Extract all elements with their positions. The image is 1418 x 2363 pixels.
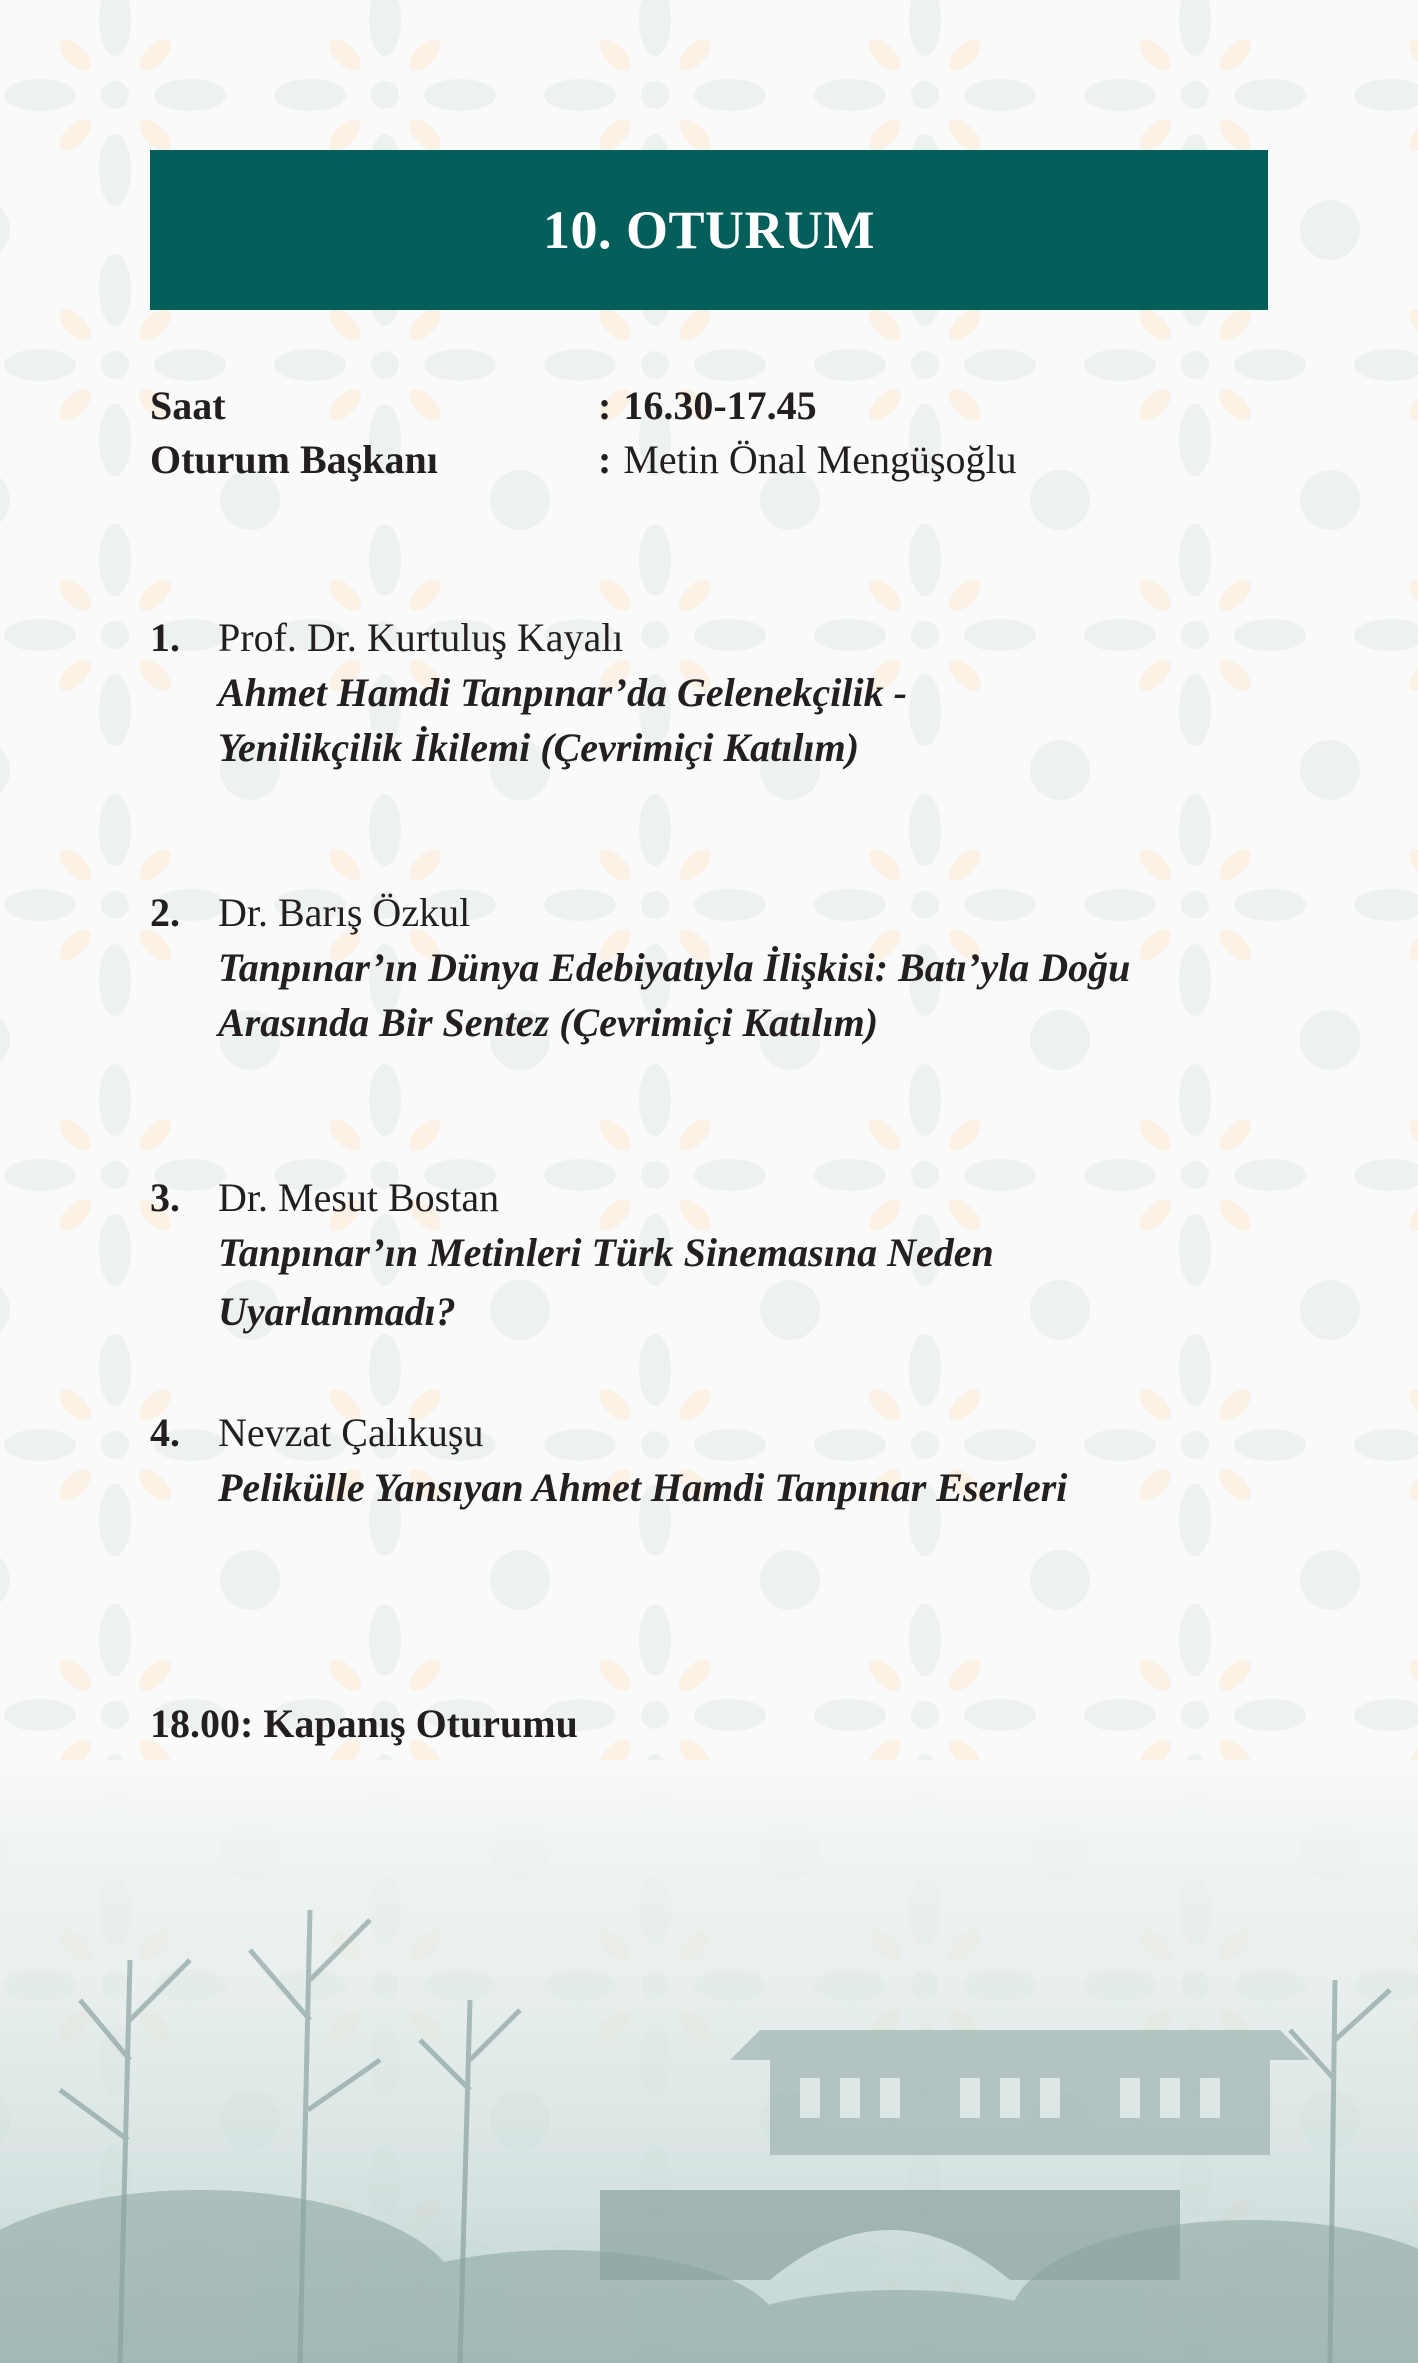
presentation-title-line: Pelikülle Yansıyan Ahmet Hamdi Tanpınar Eserleri <box>218 1465 1068 1510</box>
presentation-title-line: Yenilikçilik İkilemi (Çevrimiçi Katılım) <box>218 725 860 770</box>
presentation-title-line: Uyarlanmadı? <box>218 1289 456 1334</box>
presentation-speaker: Nevzat Çalıkuşu <box>218 1410 484 1455</box>
presentation-speaker: Prof. Dr. Kurtuluş Kayalı <box>218 615 624 660</box>
time-label: Saat <box>150 383 226 428</box>
closing-session: 18.00: Kapanış Oturumu <box>150 1701 578 1746</box>
time-value: 16.30-17.45 <box>623 383 817 428</box>
presentation-body <box>218 1170 1268 1339</box>
presentation-number: 3. <box>150 1175 180 1220</box>
time-value-wrapper <box>598 378 817 434</box>
presentation-body <box>218 885 1268 1050</box>
session-title: 10. OTURUM <box>543 200 875 260</box>
presentation-body <box>218 1405 1268 1515</box>
presentation-speaker: Dr. Mesut Bostan <box>218 1175 500 1220</box>
presentation-speaker: Dr. Barış Özkul <box>218 890 471 935</box>
presentation-number: 4. <box>150 1410 180 1455</box>
separator-colon: : <box>598 437 612 482</box>
presentation-title-line: Ahmet Hamdi Tanpınar’da Gelenekçilik - <box>218 670 907 715</box>
session-title-banner <box>150 150 1268 310</box>
presentation-body <box>218 610 1268 775</box>
presentation-title-line: Arasında Bir Sentez (Çevrimiçi Katılım) <box>218 1000 879 1045</box>
separator-colon: : <box>598 383 612 428</box>
presentation-number: 1. <box>150 615 180 660</box>
presentation-title-line: Tanpınar’ın Metinleri Türk Sinemasına Neden <box>218 1230 994 1275</box>
chair-label: Oturum Başkanı <box>150 437 438 482</box>
presentation-title-line: Tanpınar’ın Dünya Edebiyatıyla İlişkisi: Batı’yla Doğu <box>218 945 1131 990</box>
chair-value: Metin Önal Mengüşoğlu <box>623 437 1017 482</box>
chair-value-wrapper <box>598 432 1017 488</box>
presentation-number: 2. <box>150 890 180 935</box>
